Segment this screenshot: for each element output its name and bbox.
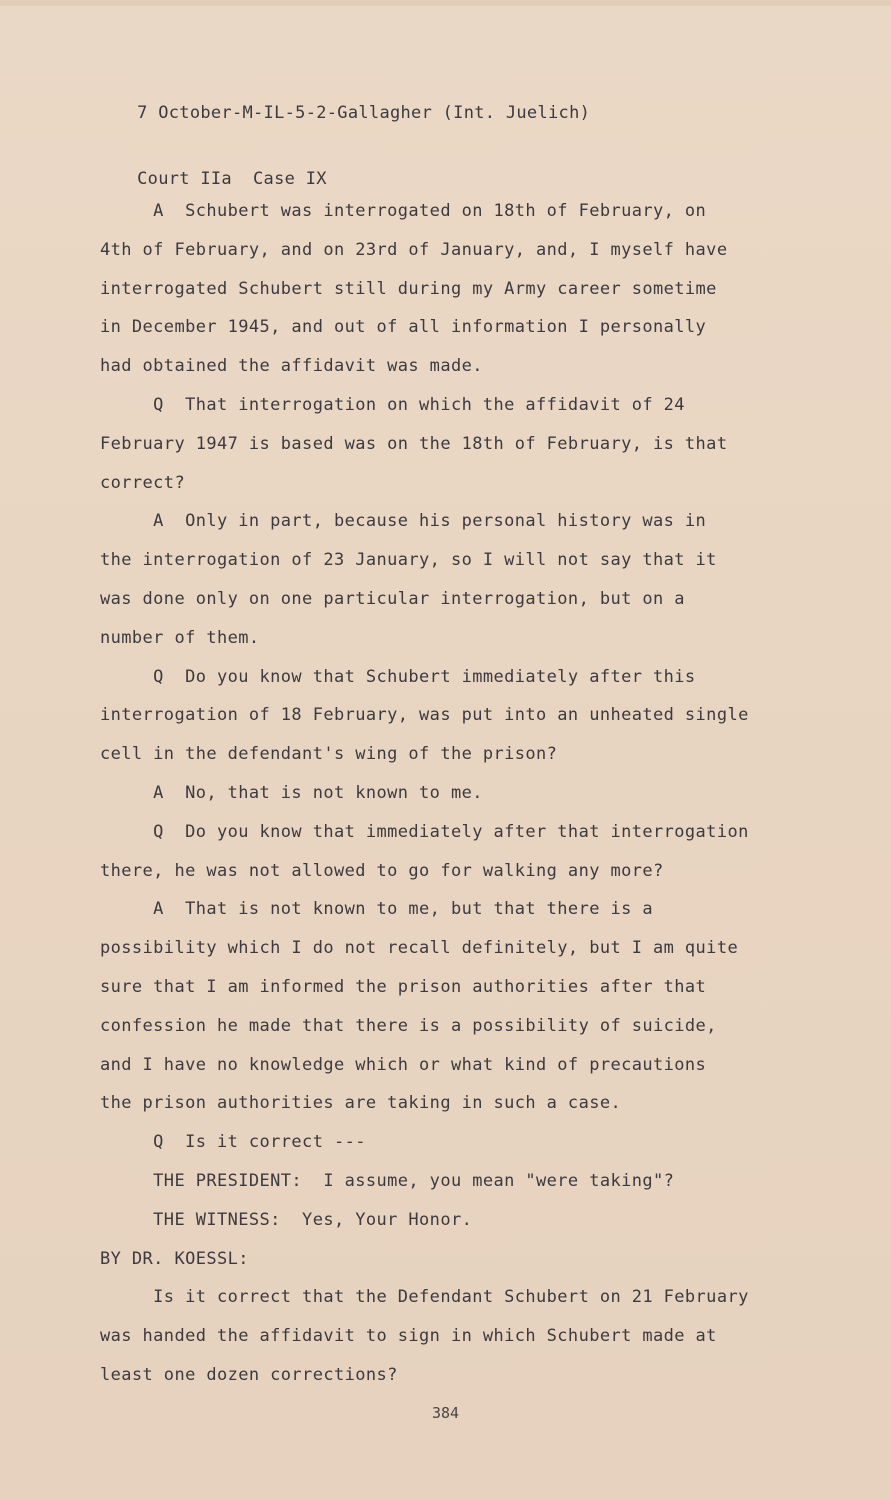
transcript-line: interrogated Schubert still during my Army career sometime bbox=[100, 278, 717, 299]
transcript-line: was handed the affidavit to sign in which Schubert made at bbox=[100, 1326, 717, 1347]
transcript-line: THE PRESIDENT: I assume, you mean "were taking"? bbox=[100, 1170, 675, 1191]
transcript-line: confession he made that there is a possibility of suicide, bbox=[100, 1015, 717, 1036]
transcript-line: February 1947 is based was on the 18th of February, is that bbox=[100, 433, 728, 454]
transcript-line: interrogation of 18 February, was put into an unheated single bbox=[100, 705, 749, 726]
transcript-line: BY DR. KOESSL: bbox=[100, 1248, 249, 1269]
top-edge bbox=[0, 0, 891, 6]
transcript-line: cell in the defendant's wing of the prison? bbox=[100, 744, 558, 765]
transcript-line: THE WITNESS: Yes, Your Honor. bbox=[100, 1209, 473, 1230]
transcript-line: A No, that is not known to me. bbox=[100, 782, 483, 803]
transcript-line: Q Is it correct --- bbox=[100, 1132, 366, 1153]
transcript-line: had obtained the affidavit was made. bbox=[100, 356, 483, 377]
transcript-line: A Schubert was interrogated on 18th of February, on bbox=[100, 201, 707, 221]
header-line-1: 7 October-M-IL-5-2-Gallagher (Int. Juelich) bbox=[137, 103, 591, 123]
header-line-2: Court IIa Case IX bbox=[137, 169, 327, 189]
transcript-line: A That is not known to me, but that there is a bbox=[100, 899, 654, 920]
transcript-line: A Only in part, because his personal history was in bbox=[100, 511, 707, 532]
transcript-line: number of them. bbox=[100, 627, 260, 648]
transcript-line: Is it correct that the Defendant Schubert on 21 February bbox=[100, 1287, 749, 1308]
transcript-line: the interrogation of 23 January, so I will not say that it bbox=[100, 550, 717, 571]
transcript-body bbox=[100, 192, 820, 1395]
page-number: 384 bbox=[431, 1404, 460, 1422]
transcript-line: 4th of February, and on 23rd of January, and, I myself have bbox=[100, 239, 728, 260]
transcript-line: correct? bbox=[100, 472, 186, 493]
transcript-line: Q Do you know that immediately after that interrogation bbox=[100, 821, 749, 842]
transcript-line: and I have no knowledge which or what kind of precautions bbox=[100, 1054, 707, 1075]
transcript-line: in December 1945, and out of all information I personally bbox=[100, 317, 707, 338]
transcript-line: sure that I am informed the prison authorities after that bbox=[100, 976, 707, 997]
transcript-line: there, he was not allowed to go for walking any more? bbox=[100, 860, 664, 881]
transcript-line: the prison authorities are taking in such a case. bbox=[100, 1093, 622, 1114]
transcript-line: was done only on one particular interrogation, but on a bbox=[100, 588, 685, 609]
transcript-line: Q That interrogation on which the affidavit of 24 bbox=[100, 394, 685, 415]
transcript-line: possibility which I do not recall definitely, but I am quite bbox=[100, 938, 739, 959]
transcript-line: least one dozen corrections? bbox=[100, 1364, 398, 1385]
transcript-line: Q Do you know that Schubert immediately after this bbox=[100, 666, 696, 687]
